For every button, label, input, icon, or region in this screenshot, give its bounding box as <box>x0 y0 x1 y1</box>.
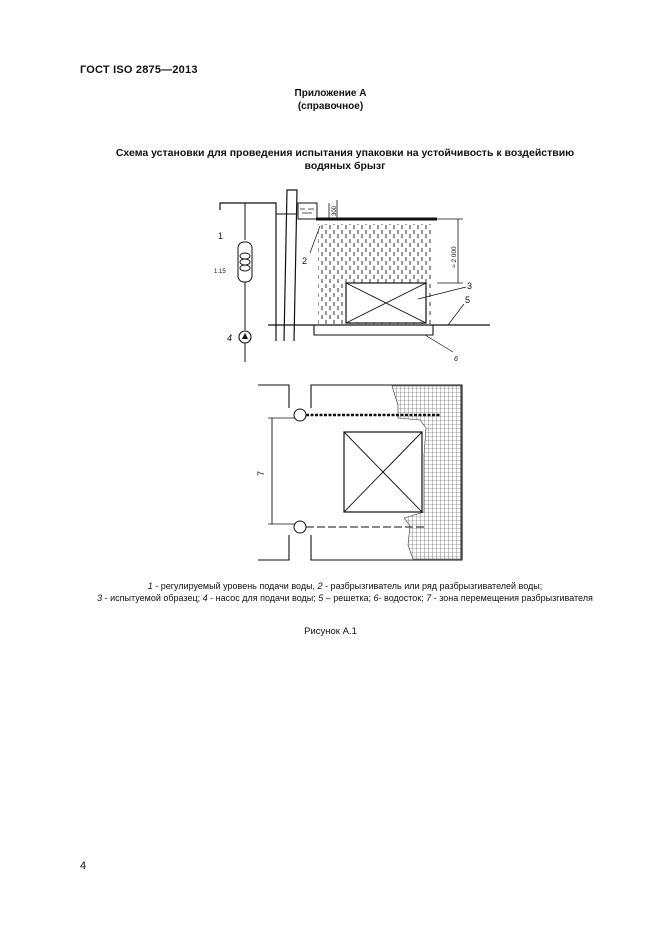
test-sample-plan <box>344 432 422 512</box>
dimension-300 <box>329 200 338 218</box>
dimension-2000-label: ≈ 2 000 <box>451 246 458 268</box>
legend-num-6: 6 <box>373 592 379 603</box>
legend-num-2: 2 <box>317 581 323 591</box>
legend-text-3: - испытуемой образец; <box>102 592 203 603</box>
label-5: 5 <box>465 295 471 305</box>
document-code: ГОСТ ISO 2875—2013 <box>80 64 198 76</box>
figure-legend <box>95 581 595 604</box>
annex-type: (справочное) <box>297 101 364 112</box>
drain <box>314 325 433 335</box>
legend-num-3: 3 <box>97 592 103 603</box>
flow-meter <box>238 242 252 282</box>
label-2: 2 <box>302 256 308 266</box>
label-7: 7 <box>256 470 266 476</box>
figure-caption: Рисунок А.1 <box>304 626 357 637</box>
legend-text-5: – решетка; <box>323 592 374 603</box>
label-6: 6 <box>454 356 458 363</box>
label-3: 3 <box>467 281 473 291</box>
side-view <box>214 190 490 363</box>
legend-text-4: - насос для подачи воды; <box>207 592 319 603</box>
annex-title: Приложение А <box>294 88 367 99</box>
scheme-title: Схема установки для проведения испытания упаковки на устойчивость к воздействию водяных брызг <box>115 147 575 172</box>
plan-view <box>256 385 462 560</box>
label-4: 4 <box>227 333 233 343</box>
dimension-300-label: 300 <box>332 205 338 216</box>
legend-text-6: - водосток; <box>378 592 427 603</box>
tower <box>284 190 297 341</box>
dimension-2000 <box>437 219 463 283</box>
pump <box>239 331 251 343</box>
test-sample <box>346 283 426 323</box>
legend-num-4: 4 <box>202 592 208 603</box>
legend-num-1: 1 <box>147 581 153 591</box>
legend-text-2: - разбрызгиватель или ряд разбрызгивателей воды; <box>322 581 543 591</box>
label-1: 1 <box>218 231 224 241</box>
legend-num-5: 5 <box>318 592 324 603</box>
sprayer-rail-bottom <box>294 521 426 533</box>
page-number: 4 <box>80 860 87 872</box>
legend-text-7: - зона перемещения разбрызгивателя <box>431 592 593 603</box>
legend-text-1: - регулируемый уровень подачи воды, <box>152 581 318 591</box>
water-tank <box>298 203 317 219</box>
legend-num-7: 7 <box>426 592 432 603</box>
label-side-1.15: 1.15 <box>214 269 226 275</box>
sprayer-movement-zone <box>256 418 296 524</box>
